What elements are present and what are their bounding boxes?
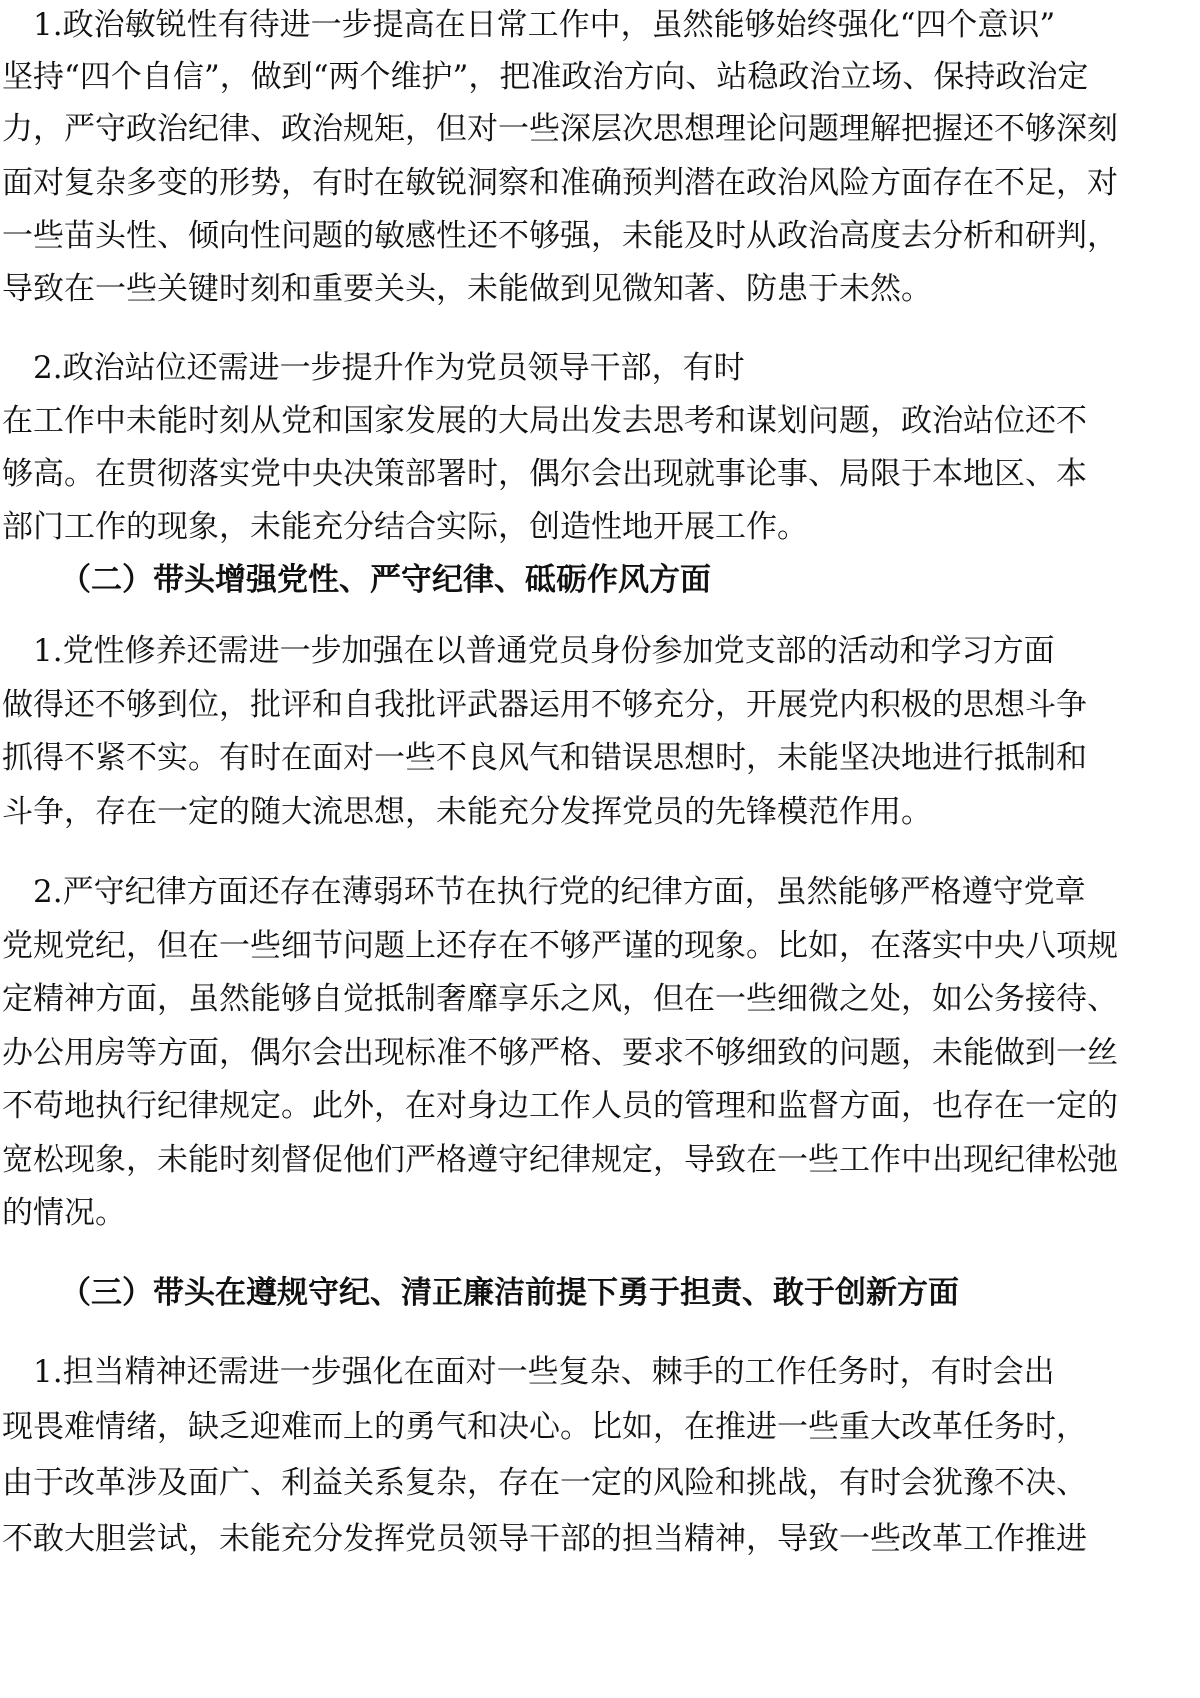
- text-line: 现畏难情绪，缺乏迎难而上的勇气和决心。比如，在推进一些重大改革任务时，: [2, 1409, 1087, 1445]
- text-line: 的情况。: [2, 1195, 126, 1231]
- text-line: 部门工作的现象，未能充分结合实际，创造性地开展工作。: [2, 509, 808, 545]
- text-line: 在工作中未能时刻从党和国家发展的大局出发去思考和谋划问题，政治站位还不: [2, 403, 1087, 439]
- text-line: 导致在一些关键时刻和重要关头，未能做到见微知著、防患于未然。: [2, 271, 932, 307]
- text-line: 够高。在贯彻落实党中央决策部署时，偶尔会出现就事论事、局限于本地区、本: [2, 456, 1087, 492]
- text-line: 抓得不紧不实。有时在面对一些不良风气和错误思想时，未能坚决地进行抵制和: [2, 740, 1087, 776]
- text-line: 由于改革涉及面广、利益关系复杂，存在一定的风险和挑战，有时会犹豫不决、: [2, 1465, 1087, 1501]
- section-heading: （二）带头增强党性、严守纪律、砥砺作风方面: [60, 562, 711, 598]
- text-line: 不敢大胆尝试，未能充分发挥党员领导干部的担当精神，导致一些改革工作推进: [2, 1521, 1087, 1557]
- text-line: 不苟地执行纪律规定。此外，在对身边工作人员的管理和监督方面，也存在一定的: [2, 1088, 1118, 1124]
- text-line: 一些苗头性、倾向性问题的敏感性还不够强，未能及时从政治高度去分析和研判，: [2, 218, 1118, 254]
- section-heading: （三）带头在遵规守纪、清正廉洁前提下勇于担责、敢于创新方面: [60, 1275, 959, 1311]
- text-line: 定精神方面，虽然能够自觉抵制奢靡享乐之风，但在一些细微之处，如公务接待、: [2, 981, 1118, 1017]
- text-line: 做得还不够到位，批评和自我批评武器运用不够充分，开展党内积极的思想斗争: [2, 687, 1087, 723]
- text-line: 力，严守政治纪律、政治规矩，但对一些深层次思想理论问题理解把握还不够深刻: [2, 111, 1118, 147]
- text-line: 1.党性修养还需进一步加强在以普通党员身份参加党支部的活动和学习方面: [2, 633, 1055, 669]
- text-line: 坚持“四个自信”，做到“两个维护”，把准政治方向、站稳政治立场、保持政治定: [2, 59, 1089, 95]
- text-line: 宽松现象，未能时刻督促他们严格遵守纪律规定，导致在一些工作中出现纪律松弛: [2, 1142, 1118, 1178]
- text-line: 2.政治站位还需进一步提升作为党员领导干部，有时: [2, 350, 745, 386]
- text-line: 党规党纪，但在一些细节问题上还存在不够严谨的现象。比如，在落实中央八项规: [2, 928, 1118, 964]
- text-line: 办公用房等方面，偶尔会出现标准不够严格、要求不够细致的问题，未能做到一丝: [2, 1035, 1118, 1071]
- text-line: 1.担当精神还需进一步强化在面对一些复杂、棘手的工作任务时，有时会出: [2, 1354, 1055, 1390]
- text-line: 1.政治敏锐性有待进一步提高在日常工作中，虽然能够始终强化“四个意识”: [2, 7, 1056, 43]
- text-line: 面对复杂多变的形势，有时在敏锐洞察和准确预判潜在政治风险方面存在不足，对: [2, 165, 1118, 201]
- text-line: 斗争，存在一定的随大流思想，未能充分发挥党员的先锋模范作用。: [2, 794, 932, 830]
- text-line: 2.严守纪律方面还存在薄弱环节在执行党的纪律方面，虽然能够严格遵守党章: [2, 874, 1086, 910]
